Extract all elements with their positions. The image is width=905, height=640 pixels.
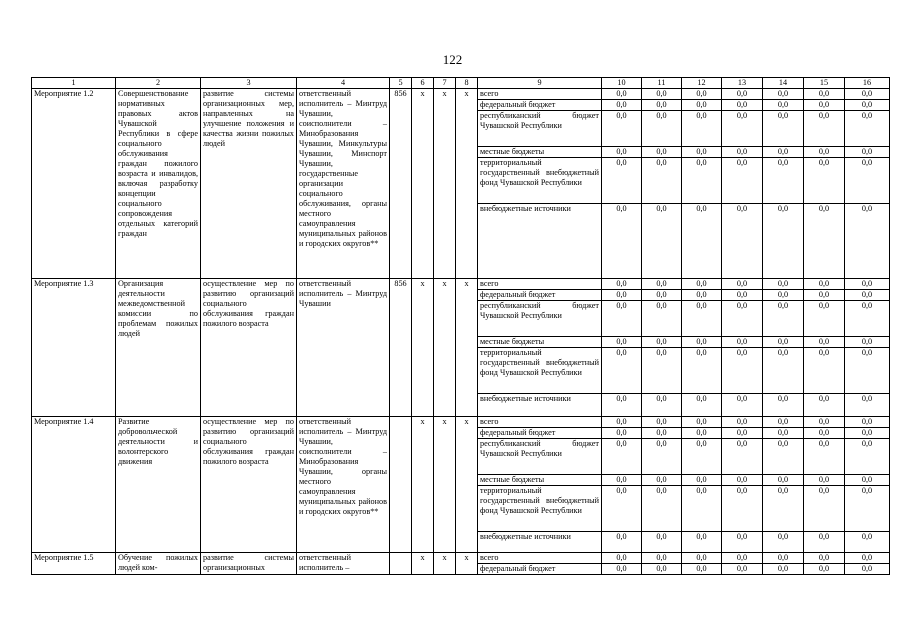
funding-value: 0,0 (682, 337, 722, 348)
column-header-1: 1 (32, 78, 116, 89)
funding-value: 0,0 (763, 439, 804, 475)
funding-value: 0,0 (804, 428, 845, 439)
funding-value: 0,0 (722, 111, 763, 147)
measure-goal: осуществление мер по развитию организаций социального обслуживания граждан пожилого возраста (201, 417, 297, 553)
funding-value: 0,0 (602, 147, 642, 158)
funding-value: 0,0 (845, 337, 890, 348)
funding-value: 0,0 (682, 301, 722, 337)
funding-value: 0,0 (804, 204, 845, 279)
measure-goal: осуществление мер по развитию организаций социального обслуживания граждан пожилого возраста (201, 279, 297, 417)
funding-value: 0,0 (845, 204, 890, 279)
table-row (32, 279, 890, 290)
column-header-6: 6 (412, 78, 434, 89)
funding-value: 0,0 (722, 475, 763, 486)
funding-value: 0,0 (602, 532, 642, 553)
funding-value: 0,0 (804, 290, 845, 301)
funding-value: 0,0 (682, 532, 722, 553)
funding-value: 0,0 (804, 301, 845, 337)
column-header-13: 13 (722, 78, 763, 89)
funding-value: 0,0 (602, 89, 642, 100)
funding-value: 0,0 (602, 301, 642, 337)
funding-value: 0,0 (722, 204, 763, 279)
funding-source: внебюджетные источники (478, 204, 602, 279)
funding-value: 0,0 (682, 553, 722, 564)
funding-value: 0,0 (722, 439, 763, 475)
funding-source: внебюджетные источники (478, 394, 602, 417)
funding-value: 0,0 (804, 337, 845, 348)
funding-value: 0,0 (682, 89, 722, 100)
funding-value: 0,0 (804, 417, 845, 428)
funding-value: 0,0 (804, 475, 845, 486)
funding-value: 0,0 (763, 564, 804, 575)
funding-value: 0,0 (804, 279, 845, 290)
funding-source: федеральный бюджет (478, 100, 602, 111)
funding-value: 0,0 (722, 394, 763, 417)
funding-value: 0,0 (845, 100, 890, 111)
funding-value: 0,0 (845, 417, 890, 428)
funding-value: 0,0 (804, 89, 845, 100)
funding-value: 0,0 (642, 348, 682, 394)
column-header-10: 10 (602, 78, 642, 89)
measure-code-7: x (434, 279, 456, 417)
column-header-9: 9 (478, 78, 602, 89)
column-header-4: 4 (297, 78, 390, 89)
funding-value: 0,0 (763, 204, 804, 279)
measure-code-5 (390, 417, 412, 553)
funding-value: 0,0 (602, 417, 642, 428)
funding-value: 0,0 (845, 428, 890, 439)
funding-value: 0,0 (845, 158, 890, 204)
funding-value: 0,0 (804, 439, 845, 475)
funding-value: 0,0 (682, 486, 722, 532)
funding-value: 0,0 (763, 348, 804, 394)
column-header-8: 8 (456, 78, 478, 89)
column-header-15: 15 (804, 78, 845, 89)
funding-value: 0,0 (722, 290, 763, 301)
funding-value: 0,0 (682, 394, 722, 417)
funding-value: 0,0 (682, 564, 722, 575)
funding-value: 0,0 (602, 337, 642, 348)
measure-code-8: x (456, 279, 478, 417)
funding-source: всего (478, 279, 602, 290)
funding-value: 0,0 (682, 204, 722, 279)
column-header-11: 11 (642, 78, 682, 89)
funding-value: 0,0 (845, 348, 890, 394)
funding-value: 0,0 (763, 417, 804, 428)
measure-code-7: x (434, 417, 456, 553)
funding-value: 0,0 (804, 147, 845, 158)
funding-source: внебюджетные источники (478, 532, 602, 553)
funding-value: 0,0 (845, 475, 890, 486)
measure-code-6: x (412, 89, 434, 279)
funding-value: 0,0 (722, 89, 763, 100)
funding-value: 0,0 (642, 394, 682, 417)
measure-code-8: x (456, 89, 478, 279)
funding-source: территориальный государственный внебюджетный фонд Чувашской Республики (478, 348, 602, 394)
funding-value: 0,0 (642, 486, 682, 532)
funding-value: 0,0 (602, 111, 642, 147)
funding-value: 0,0 (642, 89, 682, 100)
measure-goal: развитие системы организационных мер, направленных на улучшение положения и качества жизни пожилых людей (201, 89, 297, 279)
measure-goal: развитие системы организационных (201, 553, 297, 575)
funding-source: территориальный государственный внебюджетный фонд Чувашской Республики (478, 158, 602, 204)
funding-value: 0,0 (602, 290, 642, 301)
funding-value: 0,0 (845, 553, 890, 564)
column-header-16: 16 (845, 78, 890, 89)
funding-value: 0,0 (763, 486, 804, 532)
funding-value: 0,0 (804, 486, 845, 532)
funding-value: 0,0 (722, 147, 763, 158)
funding-source: федеральный бюджет (478, 564, 602, 575)
measure-description: Совершенствование нормативных правовых актов Чувашской Республики в сфере социального обслуживания граждан пожилого возраста и инвалидов, включая разработку концепции социального сопровождения отдельных категорий граждан (116, 89, 201, 279)
funding-value: 0,0 (804, 394, 845, 417)
measure-name: Мероприятие 1.5 (32, 553, 116, 575)
measure-code-7: x (434, 553, 456, 575)
funding-value: 0,0 (845, 290, 890, 301)
funding-source: всего (478, 89, 602, 100)
funding-value: 0,0 (682, 158, 722, 204)
funding-value: 0,0 (722, 348, 763, 394)
funding-value: 0,0 (845, 147, 890, 158)
funding-value: 0,0 (804, 564, 845, 575)
funding-source: республиканский бюджет Чувашской Республики (478, 301, 602, 337)
funding-value: 0,0 (682, 279, 722, 290)
funding-value: 0,0 (642, 439, 682, 475)
funding-source: местные бюджеты (478, 337, 602, 348)
funding-value: 0,0 (642, 417, 682, 428)
header-row (32, 78, 890, 89)
funding-source: федеральный бюджет (478, 290, 602, 301)
funding-value: 0,0 (642, 564, 682, 575)
funding-value: 0,0 (682, 100, 722, 111)
funding-value: 0,0 (642, 100, 682, 111)
funding-value: 0,0 (763, 100, 804, 111)
funding-value: 0,0 (763, 158, 804, 204)
funding-value: 0,0 (763, 301, 804, 337)
funding-value: 0,0 (602, 394, 642, 417)
measure-code-6: x (412, 553, 434, 575)
measure-code-8: x (456, 417, 478, 553)
funding-value: 0,0 (682, 428, 722, 439)
funding-value: 0,0 (845, 564, 890, 575)
funding-value: 0,0 (722, 486, 763, 532)
funding-value: 0,0 (642, 111, 682, 147)
funding-value: 0,0 (804, 553, 845, 564)
funding-source: местные бюджеты (478, 147, 602, 158)
funding-value: 0,0 (602, 100, 642, 111)
funding-value: 0,0 (642, 147, 682, 158)
funding-source: республиканский бюджет Чувашской Республики (478, 111, 602, 147)
funding-value: 0,0 (763, 553, 804, 564)
funding-value: 0,0 (602, 204, 642, 279)
funding-value: 0,0 (763, 428, 804, 439)
funding-value: 0,0 (722, 337, 763, 348)
funding-value: 0,0 (602, 439, 642, 475)
measure-description: Организация деятельности межведомственной комиссии по проблемам пожилых людей (116, 279, 201, 417)
funding-value: 0,0 (722, 564, 763, 575)
funding-value: 0,0 (845, 439, 890, 475)
funding-value: 0,0 (722, 100, 763, 111)
funding-value: 0,0 (845, 532, 890, 553)
column-header-12: 12 (682, 78, 722, 89)
funding-value: 0,0 (602, 564, 642, 575)
funding-value: 0,0 (763, 337, 804, 348)
measure-name: Мероприятие 1.4 (32, 417, 116, 553)
measure-code-5: 856 (390, 89, 412, 279)
column-header-7: 7 (434, 78, 456, 89)
column-header-14: 14 (763, 78, 804, 89)
funding-value: 0,0 (722, 553, 763, 564)
measure-code-5: 856 (390, 279, 412, 417)
funding-value: 0,0 (642, 428, 682, 439)
funding-value: 0,0 (722, 532, 763, 553)
funding-value: 0,0 (804, 348, 845, 394)
funding-value: 0,0 (602, 348, 642, 394)
funding-value: 0,0 (602, 486, 642, 532)
funding-value: 0,0 (804, 111, 845, 147)
funding-source: республиканский бюджет Чувашской Республики (478, 439, 602, 475)
funding-value: 0,0 (642, 553, 682, 564)
measure-executor: ответственный исполнитель – Минтруд Чувашии, соисполнители – Минобразования Чувашии, органы местного самоуправления муниципальных районов и городских округов** (297, 417, 390, 553)
funding-source: всего (478, 553, 602, 564)
funding-value: 0,0 (642, 301, 682, 337)
funding-value: 0,0 (845, 89, 890, 100)
table-row (32, 417, 890, 428)
funding-value: 0,0 (642, 475, 682, 486)
funding-value: 0,0 (722, 158, 763, 204)
funding-value: 0,0 (845, 301, 890, 337)
funding-value: 0,0 (845, 279, 890, 290)
measure-description: Обучение пожилых людей ком- (116, 553, 201, 575)
funding-value: 0,0 (642, 158, 682, 204)
funding-value: 0,0 (763, 89, 804, 100)
column-header-5: 5 (390, 78, 412, 89)
funding-value: 0,0 (682, 475, 722, 486)
funding-value: 0,0 (642, 290, 682, 301)
funding-value: 0,0 (763, 147, 804, 158)
funding-source: территориальный государственный внебюджетный фонд Чувашской Республики (478, 486, 602, 532)
measure-code-7: x (434, 89, 456, 279)
funding-value: 0,0 (682, 290, 722, 301)
measure-code-6: x (412, 417, 434, 553)
funding-value: 0,0 (642, 279, 682, 290)
funding-value: 0,0 (682, 111, 722, 147)
funding-source: федеральный бюджет (478, 428, 602, 439)
measure-description: Развитие добровольческой деятельности и волонтерского движения (116, 417, 201, 553)
measure-executor: ответственный исполнитель – (297, 553, 390, 575)
funding-value: 0,0 (602, 553, 642, 564)
funding-value: 0,0 (722, 301, 763, 337)
table-row (32, 553, 890, 564)
funding-value: 0,0 (602, 158, 642, 204)
funding-value: 0,0 (642, 204, 682, 279)
funding-value: 0,0 (845, 394, 890, 417)
funding-value: 0,0 (642, 532, 682, 553)
funding-value: 0,0 (722, 428, 763, 439)
funding-value: 0,0 (602, 475, 642, 486)
program-table (31, 77, 890, 575)
table-row (32, 89, 890, 100)
funding-value: 0,0 (722, 417, 763, 428)
funding-value: 0,0 (763, 279, 804, 290)
measure-name: Мероприятие 1.2 (32, 89, 116, 279)
funding-value: 0,0 (682, 147, 722, 158)
funding-value: 0,0 (722, 279, 763, 290)
funding-value: 0,0 (642, 337, 682, 348)
page-number: 122 (442, 52, 463, 67)
funding-value: 0,0 (763, 475, 804, 486)
funding-value: 0,0 (602, 428, 642, 439)
funding-value: 0,0 (845, 111, 890, 147)
funding-source: местные бюджеты (478, 475, 602, 486)
funding-value: 0,0 (682, 348, 722, 394)
measure-code-6: x (412, 279, 434, 417)
funding-value: 0,0 (682, 417, 722, 428)
funding-value: 0,0 (763, 290, 804, 301)
funding-source: всего (478, 417, 602, 428)
funding-value: 0,0 (804, 158, 845, 204)
measure-executor: ответственный исполнитель – Минтруд Чувашии (297, 279, 390, 417)
column-header-2: 2 (116, 78, 201, 89)
funding-value: 0,0 (682, 439, 722, 475)
measure-code-8: x (456, 553, 478, 575)
funding-value: 0,0 (763, 111, 804, 147)
measure-executor: ответственный исполнитель – Минтруд Чувашии, соисполнители – Минобразования Чувашии, Минкультуры Чувашии, Минспорт Чувашии, государственные организации социального обслуживания, органы местного самоуправления муниципальных районов и городских округов** (297, 89, 390, 279)
funding-value: 0,0 (763, 532, 804, 553)
funding-value: 0,0 (845, 486, 890, 532)
funding-value: 0,0 (602, 279, 642, 290)
funding-value: 0,0 (804, 100, 845, 111)
funding-value: 0,0 (804, 532, 845, 553)
column-header-3: 3 (201, 78, 297, 89)
measure-name: Мероприятие 1.3 (32, 279, 116, 417)
funding-value: 0,0 (763, 394, 804, 417)
measure-code-5 (390, 553, 412, 575)
